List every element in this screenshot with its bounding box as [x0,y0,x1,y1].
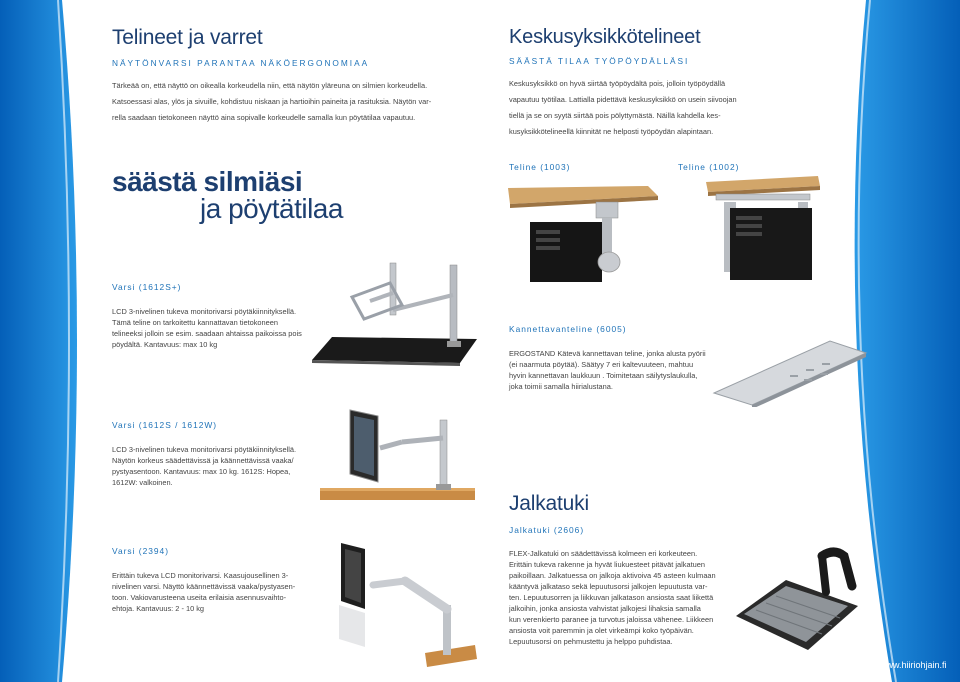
laptop-stand-image [710,335,870,407]
footrest-line: Lepuutusorsi on pehmustettu ja helppo puhdistaa. [509,637,673,646]
right-intro [509,76,737,140]
footrest-line: ansiosta voit paremmin ja olet virkeämpi koko työpäivän. [509,626,694,635]
arm1-image [312,255,482,370]
right-intro-line: kusyksikkötelineellä kiinnität ne helposti työpöydän alapintaan. [509,127,714,136]
footrest-image [726,546,866,654]
slogan-line2: ja pöytätilaa [200,193,343,224]
footrest-line: kääntyvä jalkataso sekä lepuutusorsi jalkojen lepuutusta var- [509,582,708,591]
laptop-description [509,348,709,392]
left-subtitle: NÄYTÖNVARSI PARANTAA NÄKÖERGONOMIAA [112,58,370,68]
footrest-line: FLEX-Jalkatuki on säädettävissä kolmeen eri korkeuteen. [509,549,698,558]
arm3-line: ehtoja. Kantavuus: 2 - 10 kg [112,604,205,613]
arm1-line: Tämä teline on tarkoitettu kannattavan tietokoneen [112,318,278,327]
left-intro-line: Tärkeää on, että näyttö on oikealla korkeudella niin, että näytön yläreuna on silmien korkeudella. [112,81,428,90]
laptop-line: ERGOSTAND Kätevä kannettavan teline, jonka alusta pyörii [509,349,706,358]
arm1-description [112,306,302,350]
arm3-line: nivelinen varsi. Näyttö käännettävissä vaaka/pystyasen- [112,582,296,591]
footrest-line: paikoillaan. Jalkatuessa on jalkoja aktivoiva 45 asteen kulmaan [509,571,716,580]
left-title: Telineet ja varret [112,26,263,49]
left-intro-line: Katsoessasi alas, ylös ja sivuille, kohdistuu niskaan ja hartioihin paineita ja rasituksia. Näytön var- [112,97,432,106]
right-intro-line: vapautuu työtilaa. Lattialla pidettävä keskusyksikkö on usein siivoojan [509,95,737,104]
right-title: Keskusyksikkötelineet [509,26,701,48]
arm3-line: toon. Vakiovarusteena useita erilaisia asennusvaihto- [112,593,287,602]
arm3-description [112,570,298,614]
holder1-label: Teline (1003) [509,162,571,172]
arm3-image [325,535,490,675]
arm2-line: LCD 3-nivelinen tukeva monitorivarsi pöytäkiinnityksellä. [112,445,297,454]
arm1-line: pöydältä. Kantavuus: max 10 kg [112,340,218,349]
arm1-line: LCD 3-nivelinen tukeva monitorivarsi pöytäkiinnityksellä. [112,307,297,316]
website-url: www.hiiriohjain.fi [880,660,947,670]
arm2-image [320,402,480,502]
arm2-label: Varsi (1612S / 1612W) [112,420,218,430]
arm2-line: 1612W: valkoinen. [112,478,173,487]
left-intro [112,78,452,126]
holder1-image [508,180,658,285]
holder2-label: Teline (1002) [678,162,740,172]
left-blue-edge [0,0,90,682]
right-intro-line: Keskusyksikkö on hyvä siirtää työpöydältä pois, jolloin työpöydällä [509,79,726,88]
arm2-line: Näytön korkeus säädettävissä ja käännettävissä vaaka/ [112,456,294,465]
arm1-line: telineeksi jolloin se esim. saadaan ahtaissa paikoissa pois [112,329,302,338]
right-subtitle: SÄÄSTÄ TILAA TYÖPÖYDÄLLÄSI [509,56,690,66]
laptop-label: Kannettavanteline (6005) [509,324,627,334]
laptop-line: joka toimii samalla hiirialustana. [509,382,613,391]
laptop-line: hyvin kannettavan laukkuun . Toimitetaan säilytyslaukulla, [509,371,698,380]
arm3-line: Erittäin tukeva LCD monitorivarsi. Kaasujousellinen 3- [112,571,289,580]
footrest-line: ten. Lepuutusorren ja liikkuvan jalkatason ansiosta saat liikettä [509,593,714,602]
arm1-label: Varsi (1612S+) [112,282,182,292]
footrest-label: Jalkatuki (2606) [509,525,585,535]
slogan-line1: säästä silmiäsi [112,166,303,197]
arm3-label: Varsi (2394) [112,546,169,556]
left-intro-line: rella saadaan tietokoneen näyttö aina sopivalle korkeudelle samalla kun pöytätilaa vapautuu. [112,113,416,122]
holder2-image [706,172,826,282]
arm2-line: pystyasentoon. Kantavuus: max 10 kg. 1612S: Hopea, [112,467,291,476]
footrest-line: Erittäin tukeva rakenne ja hyvät liukuesteet pitävät jalkatuen [509,560,705,569]
footrest-line: kun verenkierto paranee ja turvotus jaloissa vähenee. Liikkeen [509,615,714,624]
right-intro-line: tiellä ja se on syytä siirtää pois pölyttymästä. Näillä kahdella kes- [509,111,721,120]
arm2-description [112,444,298,488]
footrest-description [509,548,715,647]
laptop-line: (ei naarmuta pöytää). Säätyy 7 eri kaltevuuteen, mahtuu [509,360,694,369]
footrest-title: Jalkatuki [509,492,589,515]
footrest-line: jalkoihin, jonka ansiosta vahvistat jalkojesi lihaksia samalla [509,604,701,613]
